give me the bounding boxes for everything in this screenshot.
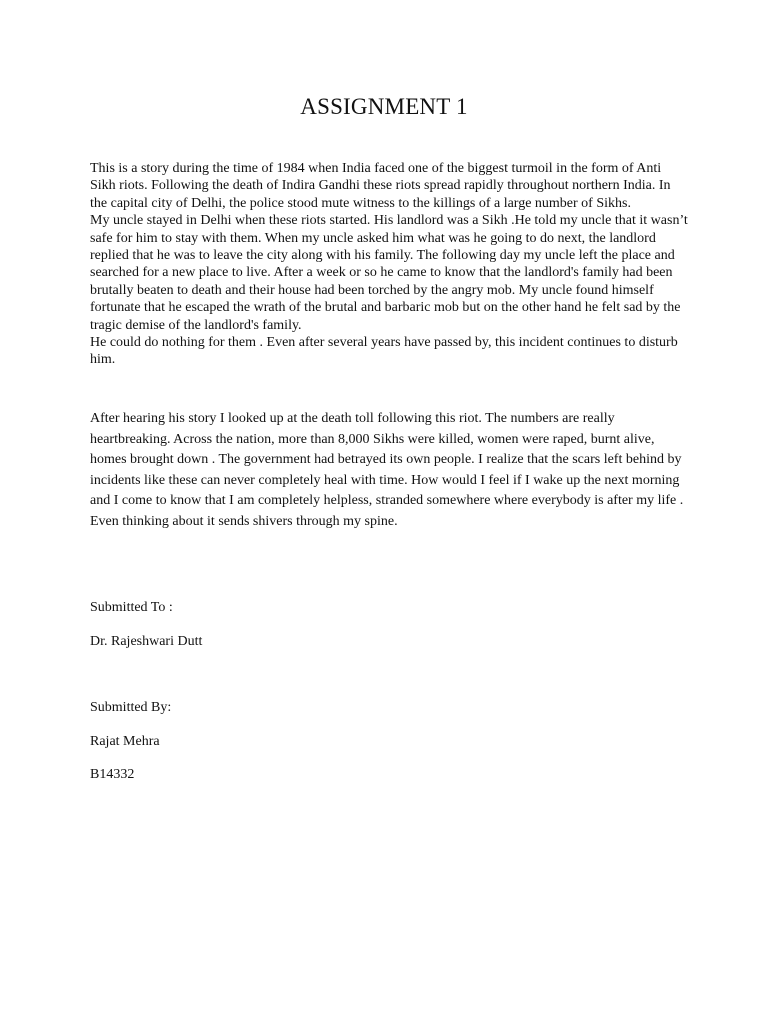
story-section	[90, 160, 690, 369]
submitted-by-label: Submitted By:	[90, 700, 172, 715]
paragraph-reflection: After hearing his story I looked up at the death toll following this riot. The numbers are really heartbreaking. Across the nation, more than 8,000 Sikhs were killed, women were raped, burnt alive, homes brought down . The government had betrayed its own people. I realize that the scars left behind by incidents like these can never completely heal with time. How would I feel if I wake up the next morning and I come to know that I am completely helpless, stranded somewhere where everybody is after my life . Even thinking about it sends shivers through my spine.	[90, 411, 684, 529]
paragraph-uncle-story: My uncle stayed in Delhi when these riots started. His landlord was a Sikh .He told my uncle that it wasn’t safe for him to stay with them. When my uncle asked him what was he going to do next, the landlord replied that he was to leave the city along with his family. The following day my uncle left the place and searched for a new place to live. After a week or so he came to know that the landlord's family had been brutally beaten to death and their house had been torched by the angry mob. My uncle found himself fortunate that he escaped the wrath of the brutal and barbaric mob but on the other hand he felt sad by the tragic demise of the landlord's family.	[90, 213, 688, 333]
document-title: ASSIGNMENT 1	[300, 94, 468, 119]
paragraph-intro: This is a story during the time of 1984 when India faced one of the biggest turmoil in the form of Anti Sikh riots. Following the death of Indira Gandhi these riots spread rapidly throughout northern India. In the capital city of Delhi, the police stood mute witness to the killings of a large number of Sikhs.	[90, 161, 671, 211]
submitted-to-label: Submitted To :	[90, 600, 173, 615]
paragraph-uncle-aftermath: He could do nothing for them . Even after several years have passed by, this incident continues to disturb him.	[90, 335, 678, 368]
roll-number: B14332	[90, 767, 135, 782]
submitted-by-name: Rajat Mehra	[90, 734, 160, 749]
submitted-to-name: Dr. Rajeshwari Dutt	[90, 634, 203, 649]
